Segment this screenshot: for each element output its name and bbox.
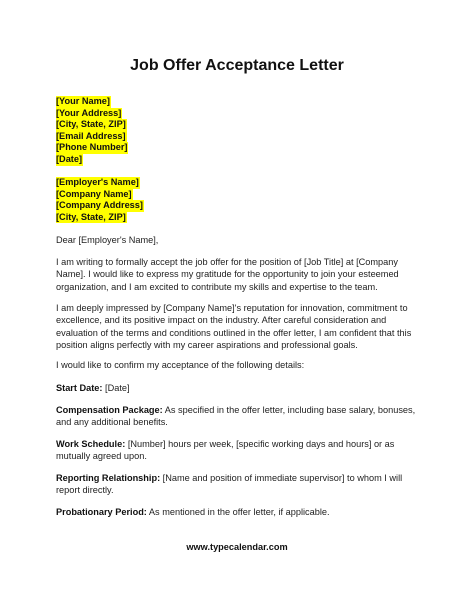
recipient-name: [Employer's Name]: [56, 177, 139, 187]
detail-reporting: [56, 472, 420, 497]
detail-probation: [56, 506, 420, 518]
sender-address: [Your Address]: [56, 107, 122, 118]
detail-value: [Date]: [102, 383, 130, 393]
detail-label: Reporting Relationship:: [56, 473, 161, 483]
detail-label: Probationary Period:: [56, 507, 147, 517]
recipient-company: [Company Name]: [56, 188, 132, 199]
sender-email: [Email Address]: [56, 130, 126, 141]
recipient-city-state-zip: [City, State, ZIP]: [56, 211, 126, 222]
salutation: Dear [Employer's Name],: [56, 235, 159, 245]
detail-compensation: [56, 404, 420, 429]
page-title: Job Offer Acceptance Letter: [130, 57, 344, 74]
paragraph-intro: I am writing to formally accept the job offer for the position of [Job Title] at [Company Name]. I would like to express my gratitude for the opportunity to join your esteemed organization, and I am excited to contribute my skills and expertise to the team.: [56, 257, 399, 292]
detail-value: As specified in the offer letter, including base salary, bonuses, and any additional benefits.: [56, 405, 416, 428]
detail-value: As mentioned in the offer letter, if applicable.: [146, 507, 330, 517]
footer-website-link[interactable]: www.typecalendar.com: [186, 542, 288, 552]
detail-label: Start Date:: [56, 383, 103, 393]
detail-label: Compensation Package:: [56, 405, 163, 415]
detail-label: Work Schedule:: [56, 439, 126, 449]
sender-date: [Date]: [56, 153, 83, 164]
sender-block: [56, 96, 128, 166]
sender-city-state-zip: [City, State, ZIP]: [56, 119, 126, 130]
paragraph-impression: I am deeply impressed by [Company Name]'s reputation for innovation, commitment to excellence, and its positive impact on the industry. After careful consideration and evaluation of the terms and conditions outlined in the offer letter, I am confident that this position aligns perfectly with my career aspirations and professional goals.: [56, 303, 412, 351]
sender-name: [Your Name]: [56, 96, 110, 106]
detail-start-date: [56, 382, 420, 394]
confirm-intro: I would like to confirm my acceptance of the following details:: [56, 360, 305, 370]
detail-value: [Number] hours per week, [specific working days and hours] or as mutually agreed upon.: [56, 439, 395, 462]
recipient-block: [56, 177, 144, 223]
detail-work-schedule: [56, 438, 420, 463]
sender-phone: [Phone Number]: [56, 142, 128, 153]
recipient-address: [Company Address]: [56, 200, 143, 211]
detail-value: [Name and position of immediate supervisor] to whom I will report directly.: [56, 473, 403, 496]
